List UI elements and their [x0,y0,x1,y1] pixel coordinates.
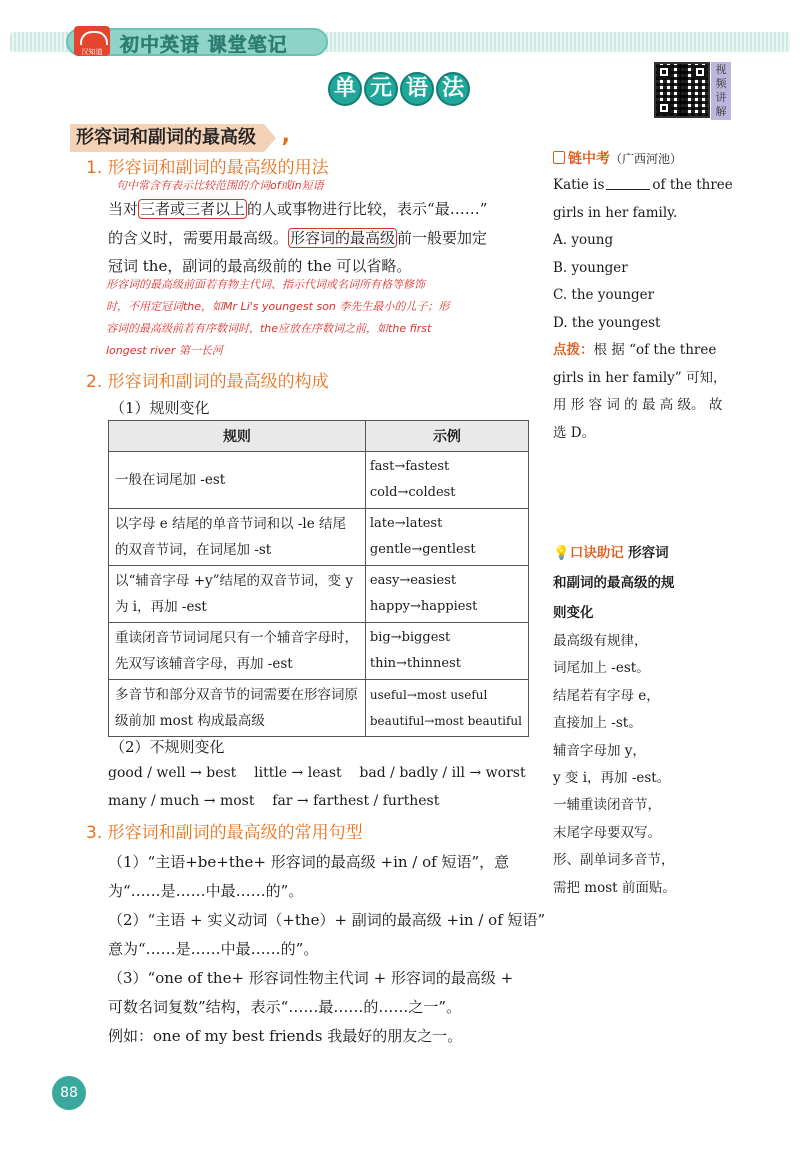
boxed-text: 三者或三者以上 [140,200,246,218]
verse-line: 需把 most 前面贴。 [553,879,676,896]
exam-label: 链中考 [568,151,610,167]
rule-cell: 一般在词尾加 -est [109,452,366,509]
patterns-block [108,848,545,1051]
unit-title-char: 法 [436,72,470,106]
unit-title-char: 元 [364,72,398,106]
heading-usage: 1. 形容词和副词的最高级的用法 [86,158,329,178]
irregular-line-1: good / well → best little → least bad / badly / ill → worst [108,765,526,781]
video-label-char: 讲 [715,91,727,104]
boxed-text: 形容词的最高级 [290,229,396,247]
usage-line-1 [108,196,487,223]
tip-label: 点拨： [553,342,594,358]
unit-title [328,72,476,112]
text: 的人或事物进行比较，表示“最……” [247,200,488,218]
tip-line: 选 D。 [553,424,596,441]
header-title: 初中英语 课堂笔记 [120,34,288,56]
heading-patterns: 3. 形容词和副词的最高级的常用句型 [86,823,363,843]
example: easy→easiest [369,573,457,588]
example: useful→most useful [369,688,488,702]
example: happy→happiest [369,599,478,614]
table-row [109,509,529,566]
lightbulb-icon: 💡 [553,545,570,561]
question-text: of the three [652,177,733,193]
exam-icon [553,151,565,164]
rule-cell: 重读闭音节词词尾只有一个辅音字母时，先双写该辅音字母，再加 -est [109,623,366,680]
rule-cell: 以字母 e 结尾的单音节词和以 -le 结尾的双音节词，在词尾加 -st [109,509,366,566]
video-label[interactable] [711,62,731,120]
note-line: 容词的最高级前若有序数词时，the应放在序数词之前，如the first [106,322,432,335]
exam-region: （广西河池） [610,152,683,166]
pattern-line: 为“……是……中最……的”。 [108,882,304,900]
usage-line-2 [108,225,487,252]
irregular-line-2: many / much → most far → farthest / furthest [108,793,440,809]
table-row [109,566,529,623]
example-cell [365,623,528,680]
mnemonic-title: 形容词 [628,545,669,561]
qr-code-icon[interactable] [654,62,710,118]
text: 前一般要加定 [397,229,488,247]
table-row [109,452,529,509]
video-label-char: 视 [715,63,727,76]
section-title-text: 形容词和副词的最高级 [76,127,256,148]
example: cold→coldest [369,485,456,500]
pattern-line: （3）“one of the+ 形容词性物主代词 + 形容词的最高级 + [108,969,514,987]
book-logo-icon: 汉知道 [74,26,110,56]
handwritten-note-top: 句中常含有表示比较范围的介词of或in短语 [116,179,324,192]
unit-title-char: 语 [400,72,434,106]
section-title [70,123,290,152]
note-line: 形容词的最高级前面若有物主代词、指示代词或名词所有格等修饰 [106,278,425,291]
irregular-label: （2）不规则变化 [110,738,225,756]
answer-blank [606,189,650,190]
text: 当对 [108,200,139,218]
unit-title-char: 单 [328,72,362,106]
tip-line: girls in her family” 可知， [553,369,727,386]
mnemonic-label: 口诀助记 [569,545,624,561]
example: big→biggest [369,630,451,645]
pattern-line: 例如：one of my best friends 我最好的朋友之一。 [108,1027,463,1045]
mnemonic-verse [553,628,676,902]
page-number: 88 [52,1076,86,1110]
rule-cell: 以“辅音字母 +y”结尾的双音节词，变 y 为 i，再加 -est [109,566,366,623]
option-b: B. younger [553,259,628,276]
rules-table [108,420,529,737]
table-header-row [109,421,529,452]
table-header: 示例 [365,421,528,452]
table-header: 规则 [109,421,366,452]
example-cell [365,509,528,566]
verse-line: 最高级有规律， [553,633,648,649]
video-label-char: 解 [715,105,727,118]
rule-cell: 多音节和部分双音节的词需要在形容词原级前加 most 构成最高级 [109,680,366,737]
mnemonic-heading [553,538,675,628]
pattern-line: 意为“……是……中最……的”。 [108,940,319,958]
handwritten-note-block [106,274,449,362]
pattern-line: （1）“主语+be+the+ 形容词的最高级 +in / of 短语”，意 [108,853,510,871]
table-row [109,680,529,737]
verse-line: 末尾字母要双写。 [553,824,661,841]
note-line: longest river 第一长河 [106,344,223,357]
example: thin→thinnest [369,656,461,671]
mnemonic-title: 则变化 [553,605,594,621]
exam-question [553,172,733,447]
example-cell [365,566,528,623]
option-a: A. young [553,232,614,248]
question-text: Katie is [553,177,605,193]
verse-line: 结尾若有字母 e， [553,687,660,704]
verse-line: 词尾加上 -est。 [553,660,650,677]
mnemonic-title: 和副词的最高级的规 [553,575,675,591]
example-cell [365,452,528,509]
tip-line: 用 形 容 词 的 最 高 级。 故 [553,397,723,413]
heading-formation: 2. 形容词和副词的最高级的构成 [86,372,329,392]
table-row [109,623,529,680]
usage-line-3: 冠词 the，副词的最高级前的 the 可以省略。 [108,257,412,275]
comma-mark: , [281,123,290,148]
page-header [0,28,800,58]
video-label-char: 频 [715,77,727,90]
pattern-line: 可数名词复数”结构，表示“……最……的……之一”。 [108,998,462,1016]
example: gentle→gentlest [369,542,476,557]
regular-label: （1）规则变化 [110,399,210,417]
verse-line: y 变 i，再加 -est。 [553,770,671,787]
example: fast→fastest [369,459,450,474]
verse-line: 一辅重读闭音节， [553,797,661,814]
option-c: C. the younger [553,287,655,303]
verse-line: 直接加上 -st。 [553,715,642,732]
question-text: girls in her family. [553,204,678,221]
note-line: 时，不用定冠词the，如Mr Li's youngest son 李先生最小的儿子；形 [106,300,450,313]
example-cell [365,680,528,737]
example: late→latest [369,516,443,531]
tip-line: 根 据 “of the three [593,342,717,358]
verse-line: 形、副单词多音节， [553,852,675,869]
text: 的含义时，需要用最高级。 [108,229,289,247]
verse-line: 辅音字母加 y， [553,742,646,759]
option-d: D. the youngest [553,314,661,331]
exam-link-heading [553,148,682,168]
example: beautiful→most beautiful [369,714,522,728]
pattern-line: （2）“主语 + 实义动词（+the）+ 副词的最高级 +in / of 短语” [108,911,546,929]
